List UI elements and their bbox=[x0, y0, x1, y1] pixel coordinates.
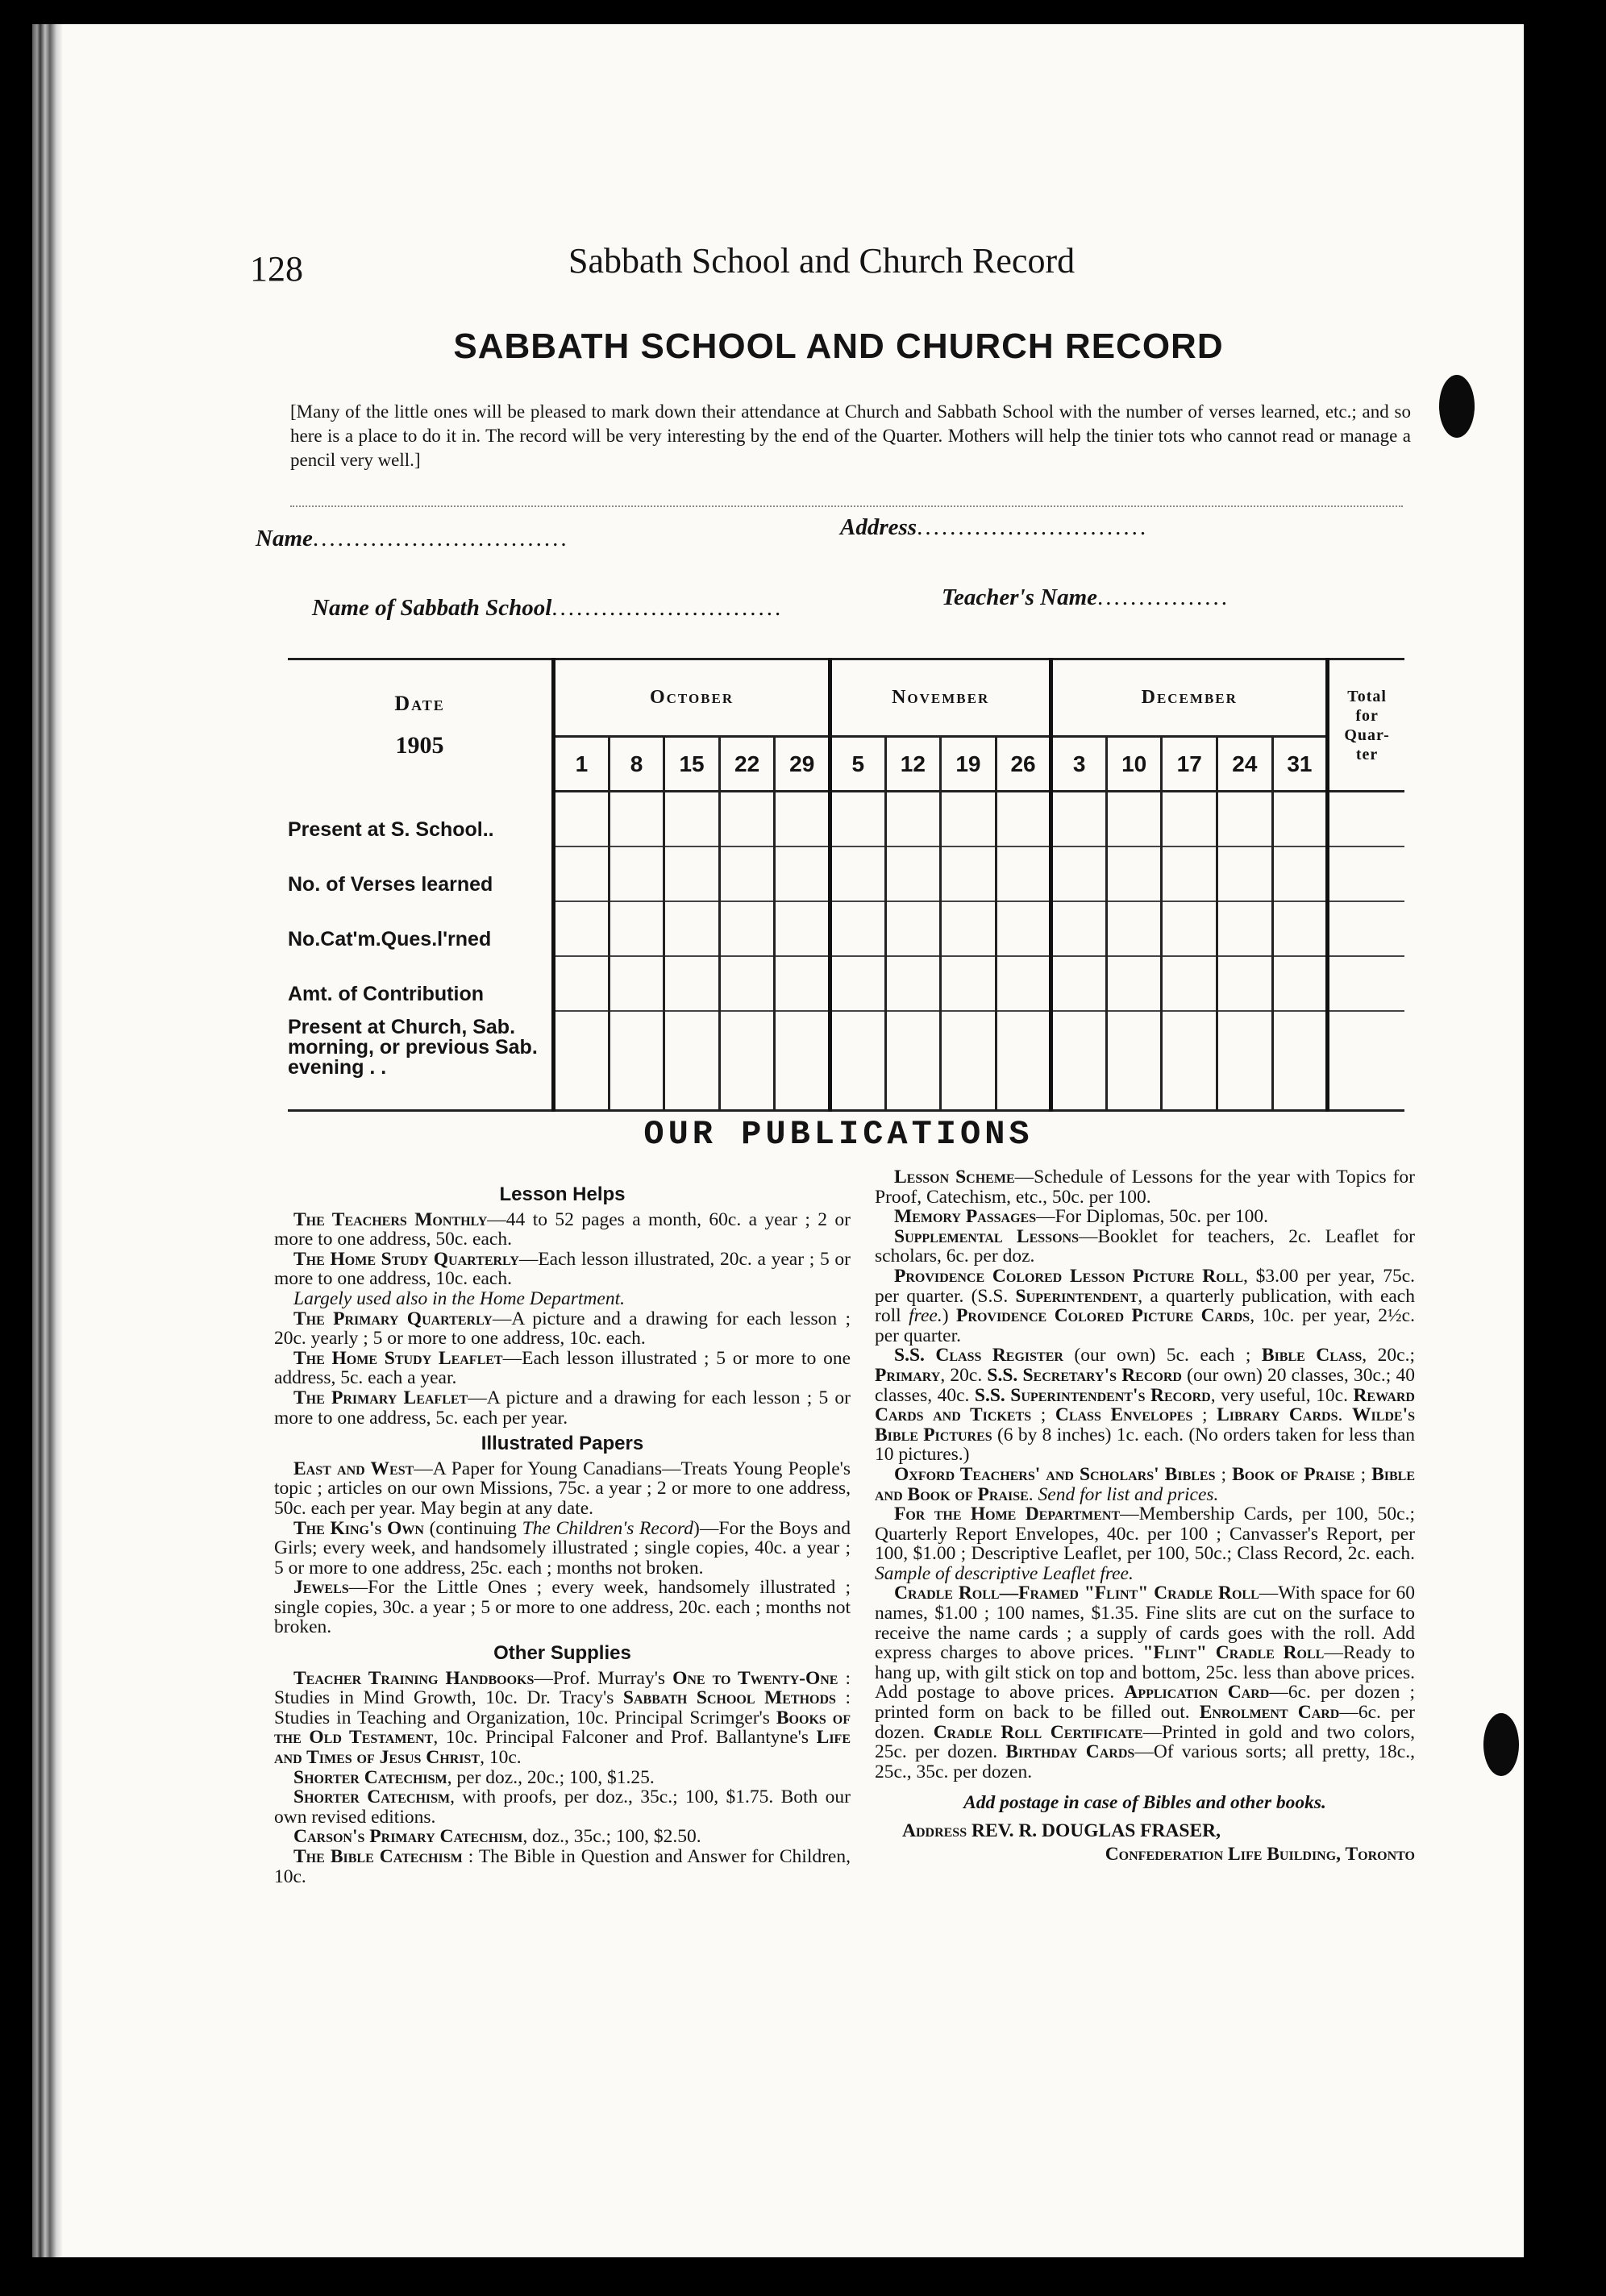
row-label: Present at Church, Sab. morning, or previous Sab. evening . . bbox=[288, 1011, 554, 1111]
list-item: The Bible Catechism : The Bible in Question and Answer for Children, 10c. bbox=[274, 1846, 851, 1887]
list-item: Providence Colored Lesson Picture Roll, $3.00 per year, 75c. per quarter. (S.S. Superintendent, a quarterly publication, with each roll free.) Providence Colored Picture Cards, 10c. per year, 2½c. per quarter. bbox=[875, 1265, 1416, 1346]
list-item: Oxford Teachers' and Scholars' Bibles ; Book of Praise ; Bible and Book of Praise. Send for list and prices. bbox=[875, 1463, 1416, 1505]
postage-note: Add postage in case of Bibles and other books. bbox=[963, 1792, 1326, 1814]
list-item: The Home Study Quarterly—Each lesson illustrated, 20c. a year ; 5 or more to one address, 10c. each. bbox=[274, 1248, 851, 1290]
list-item: Memory Passages—For Diplomas, 50c. per 100. bbox=[894, 1206, 1268, 1228]
table-row bbox=[288, 956, 1404, 1011]
publications-left-column bbox=[274, 1179, 851, 1886]
intro-text: [Many of the little ones will be pleased to mark down their attendance at Church and Sabbath School with the number of verses learned, etc.; and so here is a place to do it in. The record will be very interesting by the end of the Quarter. Mothers will help the tinier tots who cannot read or manage a pencil very well.] bbox=[290, 401, 1411, 470]
day-header: 24 bbox=[1217, 737, 1273, 792]
dotted-rule bbox=[290, 505, 1403, 507]
publications-title: OUR PUBLICATIONS bbox=[643, 1115, 1034, 1154]
table-row bbox=[288, 846, 1404, 901]
teacher-field bbox=[942, 584, 1229, 611]
book-spine-edge bbox=[32, 24, 63, 2257]
teacher-label: Teacher's Name bbox=[942, 584, 1098, 610]
month-header-november: November bbox=[830, 659, 1051, 737]
list-item: Shorter Catechism, with proofs, per doz., 35c.; 100, $1.75. Both our own revised editions. bbox=[274, 1786, 851, 1828]
day-header: 15 bbox=[664, 737, 720, 792]
address-blank: ............................ bbox=[917, 514, 1149, 540]
list-item: Cradle Roll—Framed "Flint" Cradle Roll—With space for 60 names, $1.00 ; 100 names, $1.35. Fine slits are cut on the surface to receive the name cards ; a supply of cards goes with the roll. Add express charges to above prices. "Flint" Cradle Roll—Ready to hang up, with gilt stick on top and bottom, 25c. less than above prices. Add postage to above prices. Application Card—6c. per dozen ; printed form on back to be filled out. Enrolment Card—6c. per dozen. Cradle Roll Certificate—Printed in gold and two colors, 25c. per dozen. Birthday Cards—Of various sorts; all pretty, 18c., 25c., 35c. per dozen. bbox=[875, 1583, 1416, 1782]
list-item: Jewels—For the Little Ones ; every week, handsomely illustrated ; single copies, 30c. a year ; 5 or more to one address, 20c. each ; months not broken. bbox=[274, 1577, 851, 1638]
name-label: Name bbox=[256, 526, 313, 551]
total-label-line-2: for bbox=[1355, 706, 1379, 725]
lesson-helps-heading: Lesson Helps bbox=[499, 1183, 626, 1205]
year-label: 1905 bbox=[395, 732, 444, 759]
row-label: Present at S. School.. bbox=[288, 817, 494, 841]
table-row bbox=[288, 901, 1404, 956]
row-label: No. of Verses learned bbox=[288, 872, 493, 896]
row-label: Amt. of Contribution bbox=[288, 982, 484, 1005]
list-item: The Home Study Leaflet—Each lesson illustrated ; 5 or more to one address, 5c. each a year. bbox=[274, 1347, 851, 1389]
date-header-cell bbox=[288, 659, 554, 792]
publications-right-column bbox=[875, 1167, 1415, 1864]
school-label: Name of Sabbath School bbox=[312, 595, 552, 621]
list-item: Largely used also in the Home Department. bbox=[293, 1287, 625, 1309]
list-item: East and West—A Paper for Young Canadians—Treats Young People's topic ; articles on our own Missions, 75c. a year ; 2 or more to one address, 50c. each per year. May begin at any date. bbox=[274, 1458, 851, 1519]
day-header: 19 bbox=[941, 737, 996, 792]
section-title: SABBATH SCHOOL AND CHURCH RECORD bbox=[453, 327, 1224, 366]
list-item: Carson's Primary Catechism, doz., 35c.; 100, $2.50. bbox=[293, 1826, 701, 1848]
total-label-line-4: ter bbox=[1355, 745, 1379, 763]
day-header: 17 bbox=[1162, 737, 1217, 792]
running-head bbox=[250, 240, 1395, 305]
teacher-blank: ................ bbox=[1097, 584, 1230, 610]
list-item: S.S. Class Register (our own) 5c. each ; Bible Class, 20c.; Primary, 20c. S.S. Secretary's Record (our own) 20 classes, 30c.; 40 classes, 40c. S.S. Superintendent's Record, very useful, 10c. Reward Cards and Tickets ; Class Envelopes ; Library Cards. Wilde's Bible Pictures (6 by 8 inches) 1c. each. (No orders taken for less than 10 pictures.) bbox=[875, 1345, 1416, 1466]
day-header: 31 bbox=[1272, 737, 1328, 792]
day-header: 1 bbox=[554, 737, 610, 792]
day-header: 26 bbox=[996, 737, 1051, 792]
day-header: 3 bbox=[1051, 737, 1107, 792]
school-field bbox=[312, 595, 783, 622]
total-label-line-1: Total bbox=[1347, 687, 1387, 705]
list-item: Supplemental Lessons—Booklet for teachers, 2c. Leaflet for scholars, 6c. per doz. bbox=[875, 1225, 1415, 1267]
punch-hole-top bbox=[1439, 375, 1475, 438]
total-header bbox=[1328, 659, 1404, 792]
day-header: 10 bbox=[1106, 737, 1162, 792]
school-blank: ............................ bbox=[551, 595, 784, 621]
illustrated-papers-heading: Illustrated Papers bbox=[481, 1433, 644, 1455]
attendance-record-table bbox=[288, 658, 1404, 1112]
name-blank: ............................... bbox=[312, 526, 569, 551]
address-field bbox=[840, 514, 1148, 541]
table-row bbox=[288, 1011, 1404, 1111]
list-item: For the Home Department—Membership Cards, per 100, 50c.; Quarterly Report Envelopes, 40c. per 100 ; Canvasser's Report, per 100, $1.00 ; Descriptive Leaflet, per 100, 50c.; Class Record, 2c. each. Sample of descriptive Leaflet free. bbox=[875, 1504, 1415, 1584]
date-label: Date bbox=[394, 692, 445, 716]
list-item: Teacher Training Handbooks—Prof. Murray's One to Twenty-One : Studies in Mind Growth, 10c. Dr. Tracy's Sabbath School Methods : Studies in Teaching and Organization, 10c. Principal Scrimger's Books of the Old Testament, 10c. Principal Falconer and Prof. Ballantyne's Life and Times of Jesus Christ, 10c. bbox=[274, 1667, 851, 1769]
day-header: 29 bbox=[775, 737, 830, 792]
running-title: Sabbath School and Church Record bbox=[568, 241, 1076, 281]
punch-hole-bottom bbox=[1483, 1713, 1519, 1776]
name-field bbox=[256, 526, 569, 552]
list-item: The Primary Leaflet—A picture and a drawing for each lesson ; 5 or more to one address, 5c. each per year. bbox=[274, 1387, 851, 1429]
day-header: 22 bbox=[719, 737, 775, 792]
address-building: Confederation Life Building, Toronto bbox=[1105, 1843, 1415, 1865]
list-item: The King's Own (continuing The Children's Record)—For the Boys and Girls; every week, and handsomely illustrated ; single copies, 40c. a year ; 5 or more to one address, 25c. each ; months not broken. bbox=[274, 1517, 851, 1578]
page-number: 128 bbox=[250, 249, 303, 289]
month-header-december: December bbox=[1051, 659, 1328, 737]
table-row bbox=[288, 792, 1404, 846]
row-label: No.Cat'm.Ques.l'rned bbox=[288, 927, 492, 950]
total-label-line-3: Quar- bbox=[1344, 726, 1390, 744]
day-header: 12 bbox=[885, 737, 941, 792]
month-header-october: October bbox=[554, 659, 830, 737]
list-item: Shorter Catechism, per doz., 20c.; 100, $1.25. bbox=[293, 1766, 655, 1788]
scanned-page bbox=[32, 24, 1524, 2257]
list-item: Lesson Scheme—Schedule of Lessons for the year with Topics for Proof, Catechism, etc., 50c. per 100. bbox=[875, 1167, 1415, 1208]
day-header: 5 bbox=[830, 737, 886, 792]
day-header: 8 bbox=[609, 737, 664, 792]
address-line: Address REV. R. DOUGLAS FRASER, bbox=[902, 1820, 1221, 1841]
address-label: Address bbox=[840, 514, 917, 540]
list-item: The Primary Quarterly—A picture and a drawing for each lesson ; 20c. yearly ; 5 or more to one address, 10c. each. bbox=[274, 1308, 851, 1350]
list-item: The Teachers Monthly—44 to 52 pages a month, 60c. a year ; 2 or more to one address, 50c. each. bbox=[274, 1208, 851, 1250]
other-supplies-heading: Other Supplies bbox=[493, 1642, 631, 1665]
